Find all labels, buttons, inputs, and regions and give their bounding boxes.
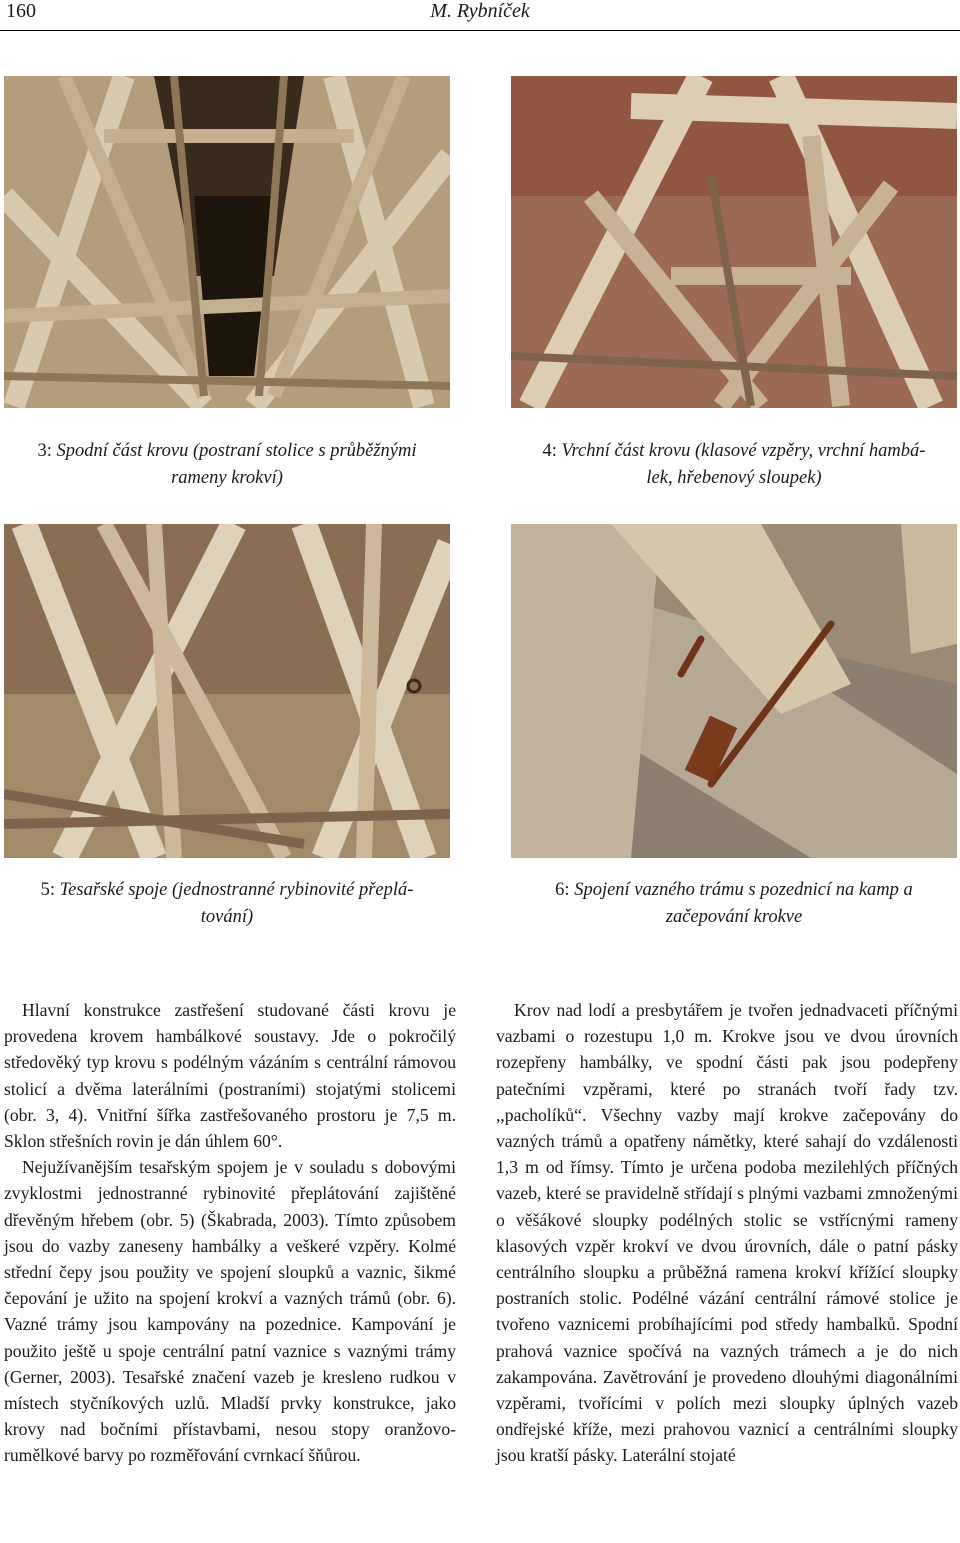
caption-text: tování) xyxy=(200,907,254,927)
body-paragraph: Krov nad lodí a presbytářem je tvořen jednadvaceti příčnými vazbami o rozestupu 1,0 m. Krokve jsou ve dvou úrovních rozepřeny hambálky, ve spodní části pak jsou podepřeny patečními vzpěrami, které po stranách tvoří řady tzv. ,,pacholíků“. Všechny vazby mají krokve začepovány do vazných trámů a opatřeny námětky, které sahají do vzdálenosti 1,3 m od římsy. Tímto je určena podoba mezilehlých příčných vazeb, které se pravidelně střídají s plnými vazbami zmnoženými o věšákové sloupky podélných stolic se vstřícnými rameny klasových vzpěr krokví ve dvou úrovních, dále o patní pásky centrálního sloupku a průběžná ramena krokví křížící sloupky postraních stolic. Podélné vázání centrální rámové stolice je tvořeno vaznicemi probíhajícími pod středy hambalků. Spodní prahová vaznice spočívá na vazných trámech a je do nich zakampována. Zavětrování je provedeno dlouhými diagonálními vzpěrami, tvořícími v polích mezi sloupky úplných vazeb ondřejské kříže, mezi prahovou vaznicí a centrálními sloupky jsou kratší pásky. Laterální stojaté xyxy=(496,1000,958,1466)
figure-number: 4: xyxy=(542,441,557,461)
body-paragraph: Nejužívanějším tesařským spojem je v souladu s dobovými zvyklostmi jednostranné rybinovité přeplátování zajištěné dřevěným hřebem (obr. 5) (Škabrada, 2003). Tímto způsobem jsou do vazby zaneseny hambálky a veškeré vzpěry. Kolmé střední čepy jsou použity ve spojení sloupků a vaznic, šikmé čepování je užito na spojení krokví a vazných trámů (obr. 6). Vazné trámy jsou kampovány na pozednice. Kampování je použito ještě u spoje centrální patní vaznice s vaznými trámy (Gerner, 2003). Tesařské značení vazeb je kresleno rudkou v místech styčníkových uzlů. Mladší prvky konstrukce, jako krovy nad bočními přístavbami, nesou stopy oranžovo-rumělkové barvy po rozměřování cvrnkací šňůrou. xyxy=(4,1157,456,1466)
body-right-column xyxy=(496,997,958,1469)
caption-text: Spojení vazného trámu s pozednicí na kamp a xyxy=(574,880,913,900)
figure-number: 5: xyxy=(40,880,55,900)
figure-5-caption xyxy=(4,877,450,931)
figure-number: 6: xyxy=(555,880,570,900)
figure-5-photo xyxy=(4,524,450,858)
caption-text: Vrchní část krovu (klasové vzpěry, vrchní hambá- xyxy=(561,441,926,461)
caption-text: rameny krokví) xyxy=(171,468,283,488)
figure-3-photo xyxy=(4,76,450,408)
figure-4-caption xyxy=(508,438,960,492)
caption-text: začepování krokve xyxy=(665,907,803,927)
figure-4-photo xyxy=(511,76,957,408)
body-left-column xyxy=(4,997,456,1469)
figure-3-caption xyxy=(4,438,450,492)
figure-number: 3: xyxy=(37,441,52,461)
figure-6-photo xyxy=(511,524,957,858)
caption-text: lek, hřebenový sloupek) xyxy=(646,468,822,488)
caption-text: Spodní část krovu (postraní stolice s průběžnými xyxy=(56,441,417,461)
page-number: 160 xyxy=(6,0,36,22)
figure-6-caption xyxy=(508,877,960,931)
page-header xyxy=(0,0,960,31)
body-paragraph: Hlavní konstrukce zastřešení studované části krovu je provedena krovem hambálkové soustavy. Jde o pokročilý středověký typ krovu s podélným vázáním s centrální rámovou stolicí a dvěma laterálními (postraními) stojatými stolicemi (obr. 3, 4). Vnitřní šířka zastřešovaného prostoru je 7,5 m. Sklon střešních rovin je dán úhlem 60°. xyxy=(4,1000,456,1152)
running-head: M. Rybníček xyxy=(430,0,530,22)
caption-text: Tesařské spoje (jednostranné rybinovité přeplá- xyxy=(59,880,414,900)
